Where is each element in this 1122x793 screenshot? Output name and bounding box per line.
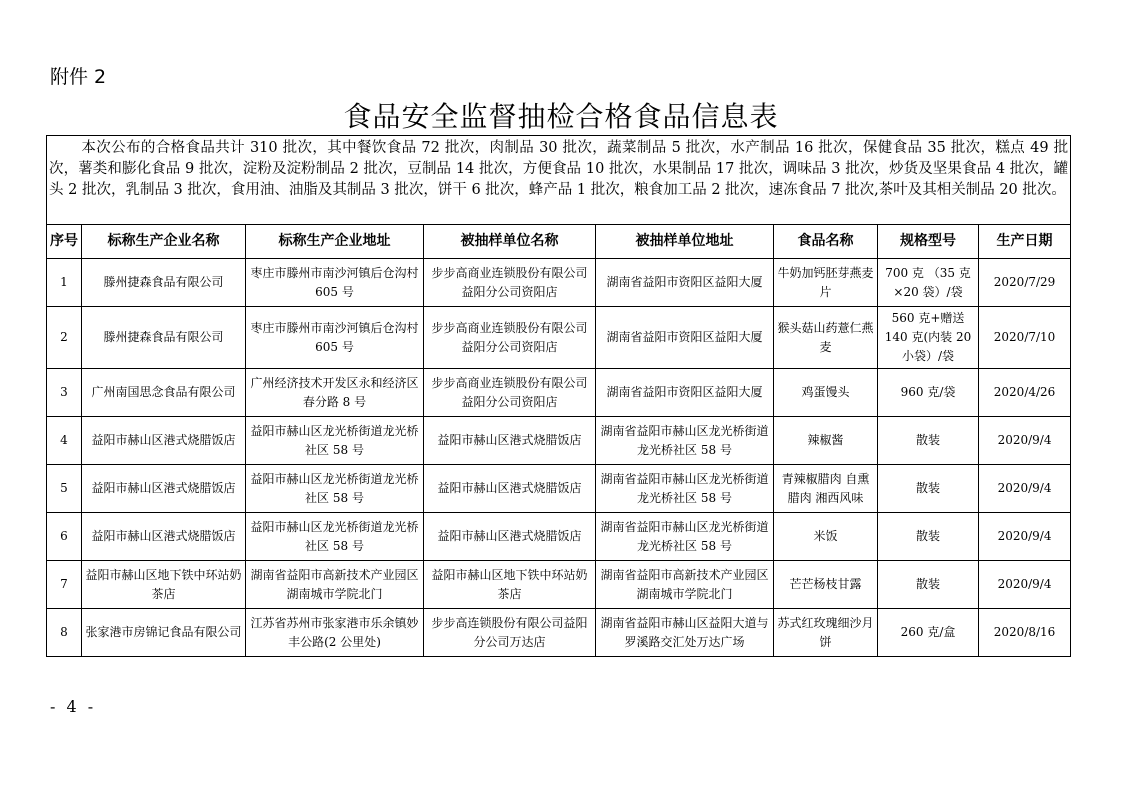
cell-date: 2020/7/10	[979, 307, 1071, 369]
cell-food: 辣椒酱	[774, 417, 878, 465]
cell-producer-addr: 枣庄市滕州市南沙河镇后仓沟村 605 号	[246, 307, 424, 369]
cell-food: 芒芒杨枝甘露	[774, 561, 878, 609]
cell-no: 2	[47, 307, 82, 369]
cell-sampled: 步步高连锁股份有限公司益阳分公司万达店	[424, 609, 596, 657]
cell-no: 3	[47, 369, 82, 417]
cell-no: 5	[47, 465, 82, 513]
cell-food: 牛奶加钙胚芽燕麦片	[774, 259, 878, 307]
cell-no: 4	[47, 417, 82, 465]
cell-no: 7	[47, 561, 82, 609]
cell-producer-addr: 江苏省苏州市张家港市乐余镇妙丰公路(2 公里处)	[246, 609, 424, 657]
cell-spec: 560 克+赠送 140 克(内装 20 小袋）/袋	[878, 307, 979, 369]
cell-producer-addr: 广州经济技术开发区永和经济区春分路 8 号	[246, 369, 424, 417]
cell-sampled-addr: 湖南省益阳市资阳区益阳大厦	[596, 369, 774, 417]
cell-sampled: 步步高商业连锁股份有限公司益阳分公司资阳店	[424, 307, 596, 369]
table-row	[47, 465, 1071, 513]
table-row	[47, 417, 1071, 465]
cell-date: 2020/9/4	[979, 465, 1071, 513]
cell-date: 2020/8/16	[979, 609, 1071, 657]
cell-date: 2020/9/4	[979, 513, 1071, 561]
cell-producer-addr: 益阳市赫山区龙光桥街道龙光桥社区 58 号	[246, 465, 424, 513]
cell-food: 猴头菇山药薏仁燕麦	[774, 307, 878, 369]
cell-producer-addr: 益阳市赫山区龙光桥街道龙光桥社区 58 号	[246, 513, 424, 561]
cell-no: 6	[47, 513, 82, 561]
cell-spec: 960 克/袋	[878, 369, 979, 417]
header-date: 生产日期	[979, 225, 1071, 259]
cell-spec: 260 克/盒	[878, 609, 979, 657]
cell-sampled-addr: 湖南省益阳市赫山区龙光桥街道龙光桥社区 58 号	[596, 417, 774, 465]
cell-producer-addr: 枣庄市滕州市南沙河镇后仓沟村 605 号	[246, 259, 424, 307]
page-number: - 4 -	[50, 697, 97, 716]
cell-date: 2020/4/26	[979, 369, 1071, 417]
table-row	[47, 513, 1071, 561]
cell-no: 8	[47, 609, 82, 657]
summary-cell	[47, 136, 1071, 225]
cell-spec: 散装	[878, 513, 979, 561]
header-sampled-addr: 被抽样单位地址	[596, 225, 774, 259]
header-producer-addr: 标称生产企业地址	[246, 225, 424, 259]
cell-sampled: 步步高商业连锁股份有限公司益阳分公司资阳店	[424, 259, 596, 307]
header-no: 序号	[47, 225, 82, 259]
cell-spec: 散装	[878, 465, 979, 513]
attachment-label: 附件 2	[50, 66, 107, 88]
cell-sampled: 益阳市赫山区港式烧腊饭店	[424, 513, 596, 561]
header-row	[47, 225, 1071, 259]
cell-spec: 散装	[878, 561, 979, 609]
cell-sampled-addr: 湖南省益阳市赫山区龙光桥街道龙光桥社区 58 号	[596, 513, 774, 561]
header-spec: 规格型号	[878, 225, 979, 259]
table-row	[47, 259, 1071, 307]
cell-spec: 700 克 （35 克×20 袋）/袋	[878, 259, 979, 307]
cell-sampled: 益阳市赫山区港式烧腊饭店	[424, 465, 596, 513]
cell-sampled-addr: 湖南省益阳市赫山区龙光桥街道龙光桥社区 58 号	[596, 465, 774, 513]
table-row	[47, 609, 1071, 657]
cell-food: 青辣椒腊肉 自熏腊肉 湘西风味	[774, 465, 878, 513]
cell-food: 米饭	[774, 513, 878, 561]
summary-text: 本次公布的合格食品共计 310 批次，其中餐饮食品 72 批次，肉制品 30 批次，蔬菜制品 5 批次，水产制品 16 批次，保健食品 35 批次，糕点 49 批次，薯类和膨化食品 9 批次，淀粉及淀粉制品 2 批次，豆制品 14 批次，方便食品 10 批次，水果制品 17 批次，调味品 3 批次，炒货及坚果食品 4 批次，罐头 2 批次，乳制品 3 批次，食用油、油脂及其制品 3 批次，饼干 6 批次，蜂产品 1 批次，粮食加工品 2 批次，速冻食品 7 批次,茶叶及其相关制品 20 批次。	[49, 140, 1069, 198]
page-title: 食品安全监督抽检合格食品信息表	[343, 100, 779, 133]
cell-producer: 益阳市赫山区港式烧腊饭店	[82, 513, 246, 561]
cell-producer: 益阳市赫山区地下铁中环站奶茶店	[82, 561, 246, 609]
header-producer: 标称生产企业名称	[82, 225, 246, 259]
cell-food: 鸡蛋馒头	[774, 369, 878, 417]
food-info-table	[46, 135, 1071, 657]
cell-date: 2020/9/4	[979, 561, 1071, 609]
cell-producer: 益阳市赫山区港式烧腊饭店	[82, 465, 246, 513]
cell-sampled-addr: 湖南省益阳市赫山区益阳大道与罗溪路交汇处万达广场	[596, 609, 774, 657]
cell-no: 1	[47, 259, 82, 307]
cell-sampled: 步步高商业连锁股份有限公司益阳分公司资阳店	[424, 369, 596, 417]
cell-sampled-addr: 湖南省益阳市资阳区益阳大厦	[596, 259, 774, 307]
table-row	[47, 307, 1071, 369]
cell-spec: 散装	[878, 417, 979, 465]
cell-sampled: 益阳市赫山区地下铁中环站奶茶店	[424, 561, 596, 609]
cell-producer: 张家港市房锦记食品有限公司	[82, 609, 246, 657]
cell-food: 苏式红玫瑰细沙月饼	[774, 609, 878, 657]
table-row	[47, 561, 1071, 609]
table-row	[47, 369, 1071, 417]
cell-sampled-addr: 湖南省益阳市资阳区益阳大厦	[596, 307, 774, 369]
cell-producer: 益阳市赫山区港式烧腊饭店	[82, 417, 246, 465]
cell-date: 2020/7/29	[979, 259, 1071, 307]
cell-producer-addr: 湖南省益阳市高新技术产业园区湖南城市学院北门	[246, 561, 424, 609]
cell-date: 2020/9/4	[979, 417, 1071, 465]
cell-producer: 广州南国思念食品有限公司	[82, 369, 246, 417]
header-food: 食品名称	[774, 225, 878, 259]
cell-sampled: 益阳市赫山区港式烧腊饭店	[424, 417, 596, 465]
cell-producer-addr: 益阳市赫山区龙光桥街道龙光桥社区 58 号	[246, 417, 424, 465]
header-sampled: 被抽样单位名称	[424, 225, 596, 259]
cell-producer: 滕州捷森食品有限公司	[82, 307, 246, 369]
cell-sampled-addr: 湖南省益阳市高新技术产业园区湖南城市学院北门	[596, 561, 774, 609]
cell-producer: 滕州捷森食品有限公司	[82, 259, 246, 307]
